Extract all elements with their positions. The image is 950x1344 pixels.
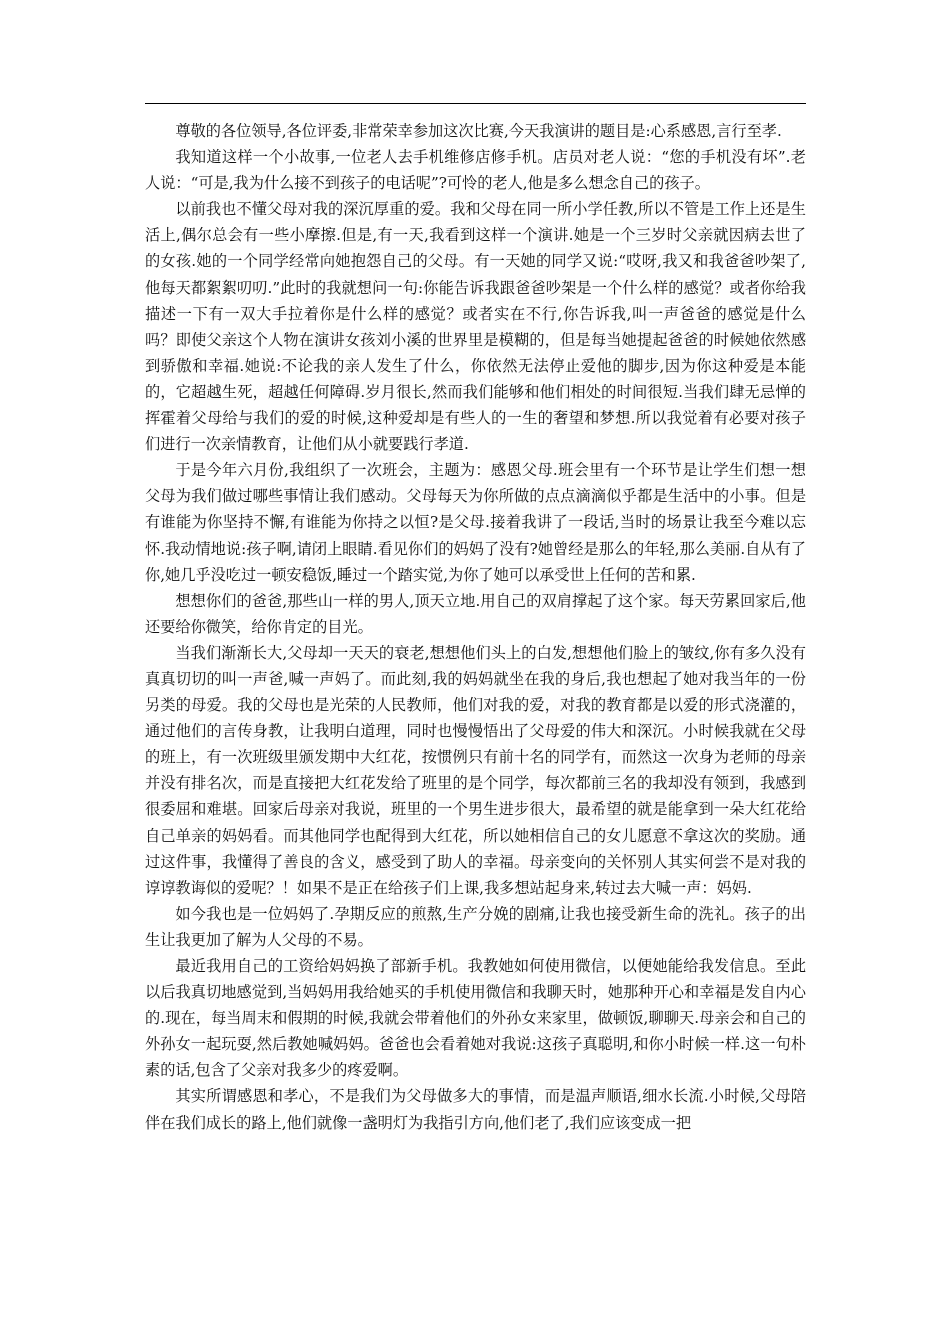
paragraph-phone-story: 我知道这样一个小故事,一位老人去手机维修店修手机。店员对老人说：“您的手机没有坏”.老人说：“可是,我为什么接不到孩子的电话呢”?可怜的老人,他是多么想念自己的孩子。 [145, 148, 806, 193]
paragraph-gratitude: 其实所谓感恩和孝心，不是我们为父母做多大的事情，而是温声顺语,细水长流.小时候,父母陪伴在我们成长的路上,他们就像一盏明灯为我指引方向,他们老了,我们应该变成一把 [145, 1087, 806, 1132]
paragraph-fathers: 想想你们的爸爸,那些山一样的男人,顶天立地.用自己的双肩撑起了这个家。每天劳累回家后,他还要给你微笑，给你肯定的目光。 [145, 591, 806, 636]
header-rule [145, 103, 806, 104]
paragraph-growing-up: 当我们渐渐长大,父母却一天天的衰老,想想他们头上的白发,想想他们脸上的皱纹,你有多久没有真真切切的叫一声爸,喊一声妈了。而此刻,我的妈妈就坐在我的身后,我也想起了她对我当年的一份另类的母爱。我的父母也是光荣的人民教师，他们对我的爱，对我的教育都是以爱的形式浇灌的，通过他们的言传身教，让我明白道理，同时也慢慢悟出了父母爱的伟大和深沉。小时候我就在父母的班上，有一次班级里颁发期中大红花，按惯例只有前十名的同学有，而然这一次身为老师的母亲并没有排名次，而是直接把大红花发给了班里的是个同学，每次都前三名的我却没有领到，我感到很委屈和难堪。回家后母亲对我说，班里的一个男生进步很大，最希望的就是能拿到一朵大红花给自己单亲的妈妈看。而其他同学也配得到大红花，所以她相信自己的女儿愿意不拿这次的奖励。通过这件事，我懂得了善良的含义，感受到了助人的幸福。母亲变向的关怀别人其实何尝不是对我的谆谆教诲似的爱呢？！如果不是正在给孩子们上课,我多想站起身来,转过去大喊一声：妈妈. [145, 643, 806, 897]
document-body [145, 118, 806, 1136]
paragraph-class-meeting: 于是今年六月份,我组织了一次班会，主题为：感恩父母.班会里有一个环节是让学生们想一想父母为我们做过哪些事情让我们感动。父母每天为你所做的点点滴滴似乎都是生活中的小事。但是有谁能为你坚持不懈,有谁能为你持之以恒?是父母.接着我讲了一段话,当时的场景让我至今难以忘怀.我动情地说:孩子啊,请闭上眼睛.看见你们的妈妈了没有?她曾经是那么的年轻,那么美丽.自从有了你,她几乎没吃过一顿安稳饭,睡过一个踏实觉,为你了她可以承受世上任何的苦和累. [145, 461, 806, 584]
paragraph-becoming-mother: 如今我也是一位妈妈了.孕期反应的煎熬,生产分娩的剧痛,让我也接受新生命的洗礼。孩子的出生让我更加了解为人父母的不易。 [145, 904, 806, 949]
paragraph-new-phone: 最近我用自己的工资给妈妈换了部新手机。我教她如何使用微信，以便她能给我发信息。至此以后我真切地感觉到,当妈妈用我给她买的手机使用微信和我聊天时，她那种开心和幸福是发自内心的.现在，每当周末和假期的时候,我就会带着他们的外孙女来家里，做顿饭,聊聊天.母亲会和自己的外孙女一起玩耍,然后教她喊妈妈。爸爸也会看着她对我说:这孩子真聪明,和你小时候一样.这一句朴素的话,包含了父亲对我多少的疼爱啊。 [145, 957, 806, 1080]
paragraph-deep-love: 以前我也不懂父母对我的深沉厚重的爱。我和父母在同一所小学任教,所以不管是工作上还是生活上,偶尔总会有一些小摩擦.但是,有一天,我看到这样一个演讲.她是一个三岁时父亲就因病去世了的女孩.她的一个同学经常向她抱怨自己的父母。有一天她的同学又说:“哎呀,我又和我爸爸吵架了,他每天都絮絮叨叨.”此时的我就想问一句:你能告诉我跟爸爸吵架是一个什么样的感觉？或者你给我描述一下有一双大手拉着你是什么样的感觉？或者实在不行,你告诉我,叫一声爸爸的感觉是什么吗？即使父亲这个人物在演讲女孩刘小溪的世界里是模糊的，但是每当她提起爸爸的时候她依然感到骄傲和幸福.她说:不论我的亲人发生了什么，你依然无法停止爱他的脚步,因为你这种爱是本能的，它超越生死，超越任何障碍.岁月很长,然而我们能够和他们相处的时间很短.当我们肆无忌惮的挥霍着父母给与我们的爱的时候,这种爱却是有些人的一生的奢望和梦想.所以我觉着有必要对孩子们进行一次亲情教育，让他们从小就要践行孝道. [145, 200, 806, 454]
paragraph-greeting: 尊敬的各位领导,各位评委,非常荣幸参加这次比赛,今天我演讲的题目是:心系感恩,言行至孝. [175, 122, 782, 140]
